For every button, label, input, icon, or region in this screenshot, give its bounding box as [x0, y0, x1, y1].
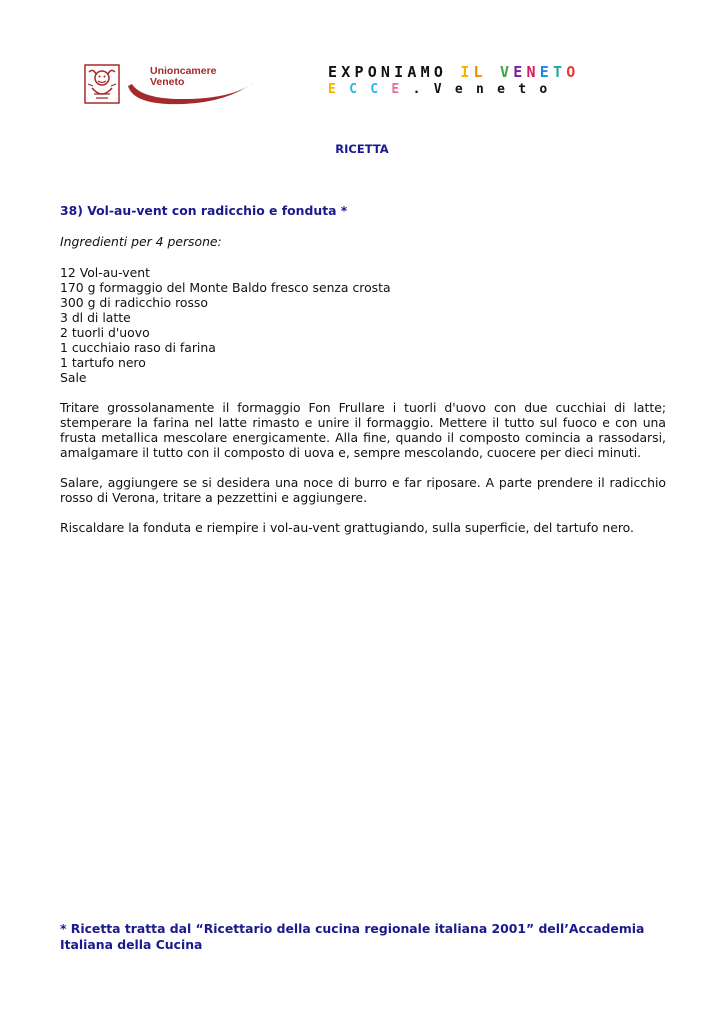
exponiamo-logo-line2 [328, 82, 638, 98]
logo-letter: C [349, 82, 371, 97]
logo-letter: n [475, 82, 498, 97]
source-footnote: * Ricetta tratta dal “Ricettario della cucina regionale italiana 2001” dell’Accademia Italiana della Cucina [60, 921, 645, 952]
logo-letter [487, 63, 500, 81]
section-heading: RICETTA [335, 142, 389, 156]
recipe-content [60, 203, 666, 535]
logo-letter: I [460, 63, 474, 81]
logo-letter: E [328, 82, 350, 97]
ingredient-item: 170 g formaggio del Monte Baldo fresco senza crosta [60, 280, 391, 295]
unioncamere-line2: Veneto [150, 76, 185, 88]
unioncamere-logo [84, 64, 258, 106]
logo-letter: . [412, 82, 434, 97]
logo-letter: E [513, 63, 527, 81]
ingredient-item: 300 g di radicchio rosso [60, 295, 208, 310]
exponiamo-il-veneto-logo [328, 64, 638, 98]
ingredient-item: 2 tuorli d'uovo [60, 325, 150, 340]
ingredient-item: 12 Vol-au-vent [60, 265, 150, 280]
logo-letter [447, 63, 460, 81]
logo-letter: L [473, 63, 487, 81]
gondola-swoosh-icon [124, 78, 258, 108]
unioncamere-line1: Unioncamere [150, 65, 217, 77]
instructions-paragraph: Salare, aggiungere se si desidera una noce di burro e far riposare. A parte prendere il radicchio rosso di Verona, tritare a pezzettini e aggiungere. [60, 475, 666, 505]
instructions-paragraph: Riscaldare la fonduta e riempire i vol-au-vent grattugiando, sulla superficie, del tartufo nero. [60, 520, 634, 535]
logo-letter: E [539, 63, 553, 81]
logo-letter: o [539, 82, 561, 97]
logo-letter: O [566, 63, 580, 81]
logo-letter: T [552, 63, 567, 81]
ingredients-heading: Ingredienti per 4 persone: [60, 234, 222, 249]
logo-letter: N [526, 63, 540, 81]
logo-letter: V [500, 63, 514, 81]
ingredient-item: 1 tartufo nero [60, 355, 146, 370]
ingredient-item: 3 dl di latte [60, 310, 131, 325]
exponiamo-logo-line1 [328, 64, 638, 80]
instructions-paragraph: Tritare grossolanamente il formaggio Fon Frullare i tuorli d'uovo con due cucchiai di latte; stemperare la farina nel latte rimasto e unire il formaggio. Mettere il tutto sul fuoco e con una frusta metallica mescolare energicamente. Alla fine, quando il composto comincia a rassodarsi, amalgamare il tutto con il composto di uova e, sempre mescolando, cuocere per dieci minuti. [60, 400, 666, 460]
recipe-title: 38) Vol-au-vent con radicchio e fonduta * [60, 203, 348, 218]
logo-letter: EXPONIAMO [328, 63, 448, 81]
logo-letter: V [433, 82, 455, 97]
logo-letter: C [370, 82, 392, 97]
logo-letter: t [518, 82, 540, 97]
lion-of-st-mark-icon [84, 64, 120, 104]
ingredient-item: 1 cucchiaio raso di farina [60, 340, 216, 355]
ingredients-list [60, 265, 666, 385]
logo-letter: e [497, 82, 519, 97]
ingredient-item: Sale [60, 370, 87, 385]
logo-letter: e [454, 82, 476, 97]
logo-letter: E [391, 82, 413, 97]
